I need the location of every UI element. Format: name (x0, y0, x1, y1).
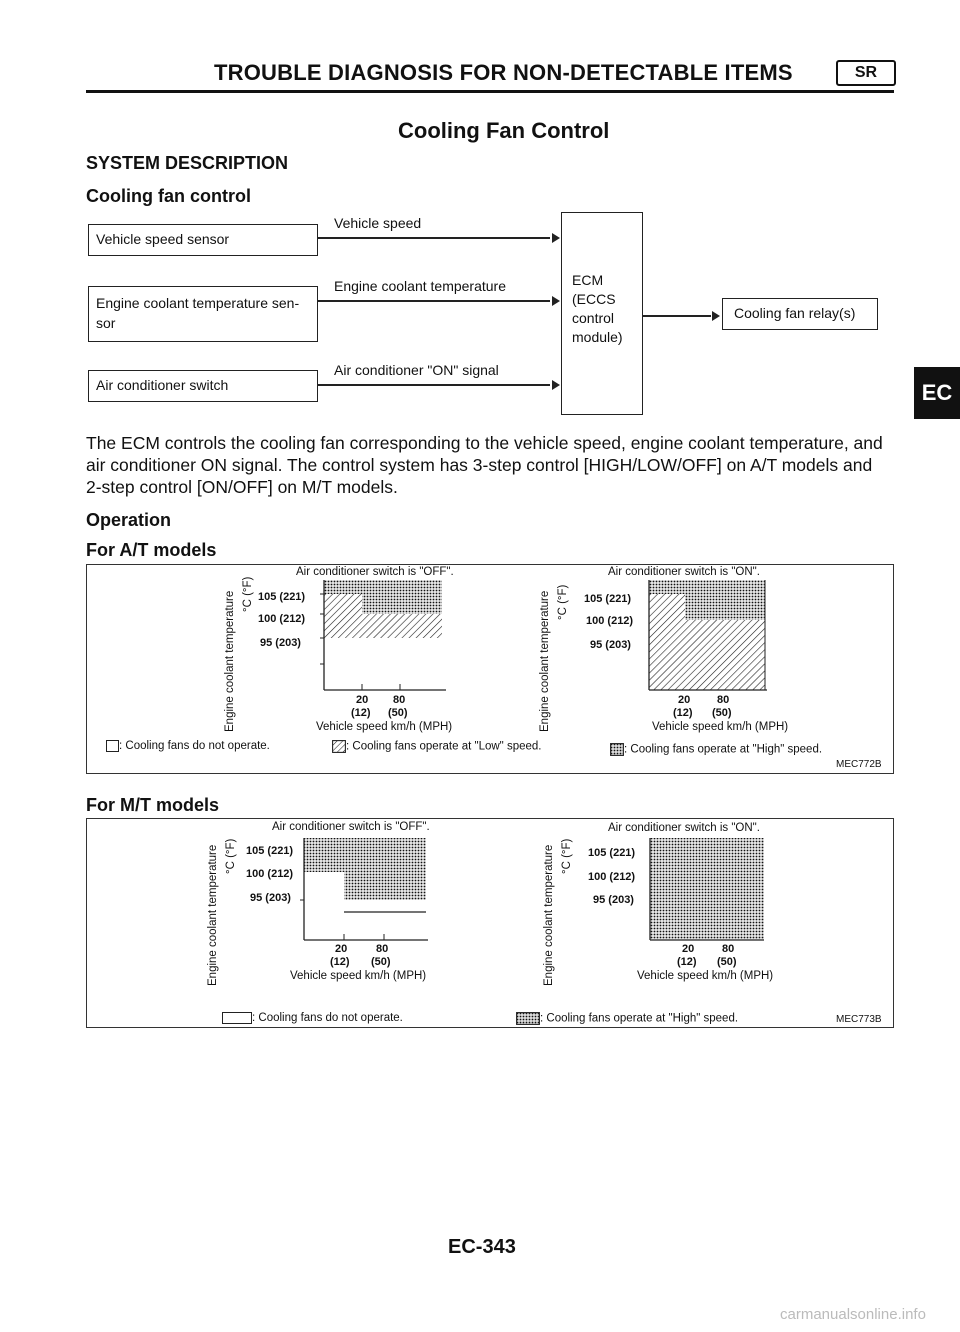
legend-low: : Cooling fans operate at "Low" speed. (332, 740, 541, 753)
y-axis-label: Engine coolant temperature (207, 844, 219, 986)
y-axis-label: Engine coolant temperature (224, 590, 236, 732)
x-tick-label: (12) (330, 956, 350, 968)
y-axis-unit: °C (°F) (242, 576, 254, 612)
chart-title: Air conditioner switch is "OFF". (272, 821, 430, 833)
legend-blank-swatch (106, 740, 119, 752)
x-tick-label: (12) (673, 707, 693, 719)
y-axis-unit: °C (°F) (225, 838, 237, 874)
at-off-plot (318, 580, 448, 692)
header-rule (86, 90, 894, 93)
ecm-label-1: ECM (572, 272, 604, 288)
fan-relay-box (722, 298, 878, 330)
arrow-right-icon (552, 380, 560, 390)
ac-on-signal: Air conditioner "ON" signal (334, 362, 499, 378)
mt-off-plot (300, 834, 432, 946)
figure-code: MEC773B (836, 1014, 882, 1025)
ecm-output-line (643, 315, 711, 317)
legend-blank-swatch (222, 1012, 252, 1024)
ecm-label-2: (ECCS (572, 291, 616, 307)
y-tick-label: 100 (212) (258, 613, 306, 625)
arrow-right-icon (712, 311, 720, 321)
ac-on-line (318, 384, 550, 386)
chart-title: Air conditioner switch is "ON". (608, 566, 760, 578)
coolant-sensor-label: Engine coolant temperature sen- (96, 295, 300, 311)
legend-high: : Cooling fans operate at "High" speed. (516, 1012, 738, 1025)
x-tick-label: 20 (335, 943, 348, 955)
arrow-right-icon (552, 233, 560, 243)
operation-title: Operation (86, 510, 172, 530)
ecm-box (561, 212, 643, 415)
y-tick-label: 105 (221) (246, 845, 294, 857)
vehicle-speed-line (318, 237, 550, 239)
y-tick-label: 105 (221) (588, 847, 636, 859)
x-tick-label: 20 (678, 694, 691, 706)
x-tick-label: (50) (712, 707, 732, 719)
x-axis-label: Vehicle speed km/h (MPH) (637, 970, 774, 982)
x-tick-label: (50) (388, 707, 408, 719)
y-tick-label: 95 (203) (593, 894, 634, 906)
at-on-plot (643, 580, 773, 692)
x-axis-label: Vehicle speed km/h (MPH) (652, 721, 789, 733)
subsection-title: Cooling fan control (86, 186, 251, 206)
x-axis-label: Vehicle speed km/h (MPH) (316, 721, 453, 733)
x-tick-label: 80 (393, 694, 406, 706)
description-paragraph: The ECM controls the cooling fan corresponding to the vehicle speed, engine coolant temperature, and air conditioner ON signal. The control system has 3-step control [HIGH/LOW/OFF] on A/T models and 2-step control [ON/OFF] on M/T models. (86, 433, 883, 497)
y-tick-label: 100 (212) (588, 871, 636, 883)
x-tick-label: (50) (717, 956, 737, 968)
page-number: EC-343 (448, 1236, 516, 1258)
legend-off: : Cooling fans do not operate. (106, 740, 270, 752)
x-tick-label: (12) (351, 707, 371, 719)
x-tick-label: 80 (722, 943, 735, 955)
section-title: SYSTEM DESCRIPTION (86, 153, 289, 173)
legend-hatch-swatch (332, 740, 346, 753)
header-title: TROUBLE DIAGNOSIS FOR NON-DETECTABLE ITEMS (214, 60, 793, 85)
legend-off: : Cooling fans do not operate. (222, 1012, 403, 1024)
legend-dots-swatch (516, 1012, 540, 1025)
figure-code: MEC772B (836, 759, 882, 770)
y-axis-label: Engine coolant temperature (543, 844, 555, 986)
ecm-label-4: module) (572, 329, 623, 345)
y-tick-label: 100 (212) (586, 615, 634, 627)
x-axis-label: Vehicle speed km/h (MPH) (290, 970, 427, 982)
y-axis-label: Engine coolant temperature (539, 590, 551, 732)
y-tick-label: 95 (203) (250, 892, 291, 904)
ac-switch-box (88, 370, 318, 402)
legend-dots-swatch (610, 743, 624, 756)
x-tick-label: (50) (371, 956, 391, 968)
vehicle-speed-sensor-label: Vehicle speed sensor (96, 231, 230, 247)
legend-high: : Cooling fans operate at "High" speed. (610, 743, 822, 756)
chart-title: Air conditioner switch is "ON". (608, 822, 760, 834)
y-tick-label: 95 (203) (260, 637, 301, 649)
x-tick-label: 20 (356, 694, 369, 706)
y-tick-label: 105 (221) (584, 593, 632, 605)
x-tick-label: 80 (376, 943, 389, 955)
vehicle-speed-sensor-box (88, 224, 318, 256)
ac-switch-label: Air conditioner switch (96, 377, 229, 393)
coolant-sensor-box (88, 286, 318, 342)
ecm-label-3: control (572, 310, 615, 326)
high-speed-region (304, 838, 426, 900)
sr-badge: SR (836, 60, 896, 86)
fan-relay-label: Cooling fan relay(s) (734, 305, 856, 321)
coolant-temp-line (318, 300, 550, 302)
y-tick-label: 100 (212) (246, 868, 294, 880)
coolant-temp-signal: Engine coolant temperature (334, 278, 506, 294)
page-title: Cooling Fan Control (398, 118, 610, 143)
x-tick-label: 80 (717, 694, 730, 706)
vehicle-speed-signal: Vehicle speed (334, 215, 422, 231)
mt-on-plot (644, 834, 768, 946)
arrow-right-icon (552, 296, 560, 306)
ec-section-tab: EC (914, 367, 960, 419)
y-axis-unit: °C (°F) (557, 584, 569, 620)
at-models-title: For A/T models (86, 540, 217, 560)
y-tick-label: 105 (221) (258, 591, 306, 603)
y-axis-unit: °C (°F) (561, 838, 573, 874)
y-tick-label: 95 (203) (590, 639, 631, 651)
x-tick-label: (12) (677, 956, 697, 968)
x-tick-label: 20 (682, 943, 695, 955)
footer-watermark: carmanualsonline.info (780, 1306, 926, 1323)
mt-models-title: For M/T models (86, 795, 220, 815)
chart-title: Air conditioner switch is "OFF". (296, 566, 454, 578)
coolant-sensor-label-2: sor (96, 315, 116, 331)
high-speed-region (650, 838, 764, 940)
